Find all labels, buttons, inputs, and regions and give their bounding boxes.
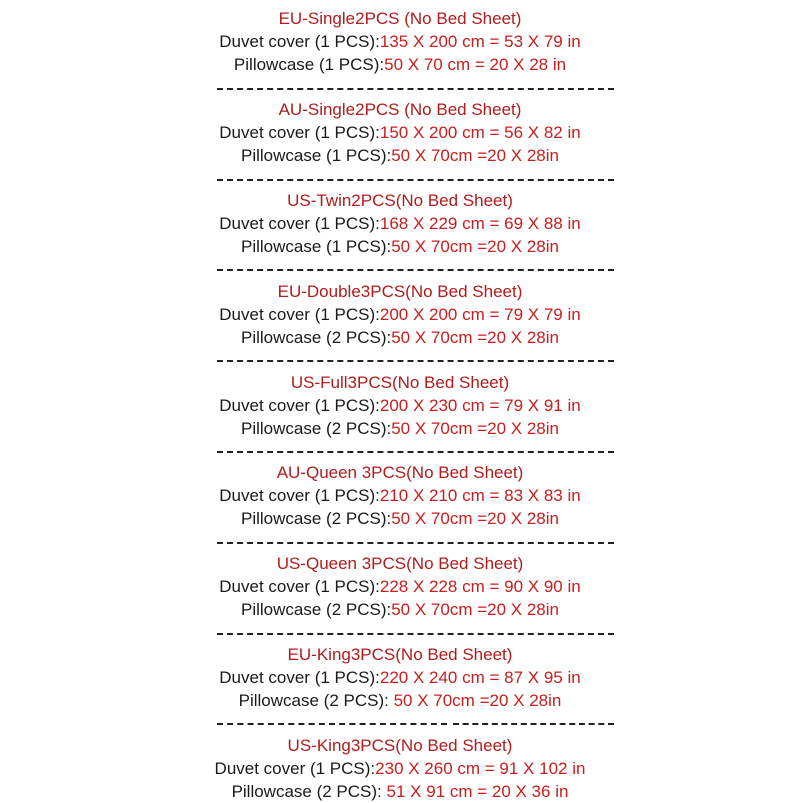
duvet-cover-label: Duvet cover (1 PCS): xyxy=(219,305,380,324)
pillowcase-size: 50 X 70cm =20 X 28in xyxy=(391,600,559,619)
duvet-cover-size: 150 X 200 cm = 56 X 82 in xyxy=(379,123,581,142)
pillowcase-line xyxy=(0,598,800,621)
pillowcase-line xyxy=(0,144,800,167)
pillowcase-label: Pillowcase (2 PCS): xyxy=(241,600,392,619)
duvet-cover-size: 135 X 200 cm = 53 X 79 in xyxy=(379,32,581,51)
size-title: AU-Single2PCS (No Bed Sheet) xyxy=(278,100,522,119)
duvet-cover-size: 228 X 228 cm = 90 X 90 in xyxy=(379,577,581,596)
size-title: US-King3PCS(No Bed Sheet) xyxy=(287,736,513,755)
duvet-cover-line xyxy=(0,575,800,598)
size-title: EU-Double3PCS(No Bed Sheet) xyxy=(277,282,523,301)
pillowcase-size: 50 X 70 cm = 20 X 28 in xyxy=(384,55,567,74)
duvet-cover-line xyxy=(0,121,800,144)
pillowcase-size: 50 X 70cm =20 X 28in xyxy=(391,328,559,347)
pillowcase-line xyxy=(0,326,800,349)
dashed-divider xyxy=(217,451,614,453)
pillowcase-label: Pillowcase (1 PCS): xyxy=(241,237,392,256)
pillowcase-label: Pillowcase (1 PCS): xyxy=(241,146,392,165)
pillowcase-line xyxy=(0,507,800,530)
duvet-cover-label: Duvet cover (1 PCS): xyxy=(219,577,380,596)
duvet-cover-label: Duvet cover (1 PCS): xyxy=(219,396,380,415)
duvet-cover-label: Duvet cover (1 PCS): xyxy=(219,214,380,233)
dashed-divider xyxy=(217,360,614,362)
pillowcase-line xyxy=(0,53,800,76)
duvet-cover-label: Duvet cover (1 PCS): xyxy=(219,668,380,687)
duvet-cover-line xyxy=(0,757,800,780)
dashed-divider xyxy=(217,633,614,635)
dashed-divider xyxy=(217,88,614,90)
duvet-cover-label: Duvet cover (1 PCS): xyxy=(219,32,380,51)
duvet-cover-label: Duvet cover (1 PCS): xyxy=(219,486,380,505)
pillowcase-size: 50 X 70cm =20 X 28in xyxy=(391,509,559,528)
pillowcase-label: Pillowcase (2 PCS): xyxy=(241,509,392,528)
size-title: US-Full3PCS(No Bed Sheet) xyxy=(290,373,510,392)
pillowcase-size: 50 X 70cm =20 X 28in xyxy=(391,237,559,256)
size-block-us-queen xyxy=(0,552,800,621)
duvet-cover-size: 220 X 240 cm = 87 X 95 in xyxy=(379,668,581,687)
duvet-cover-line xyxy=(0,212,800,235)
duvet-cover-size: 210 X 210 cm = 83 X 83 in xyxy=(379,486,581,505)
duvet-cover-size: 200 X 230 cm = 79 X 91 in xyxy=(379,396,581,415)
size-block-au-single xyxy=(0,98,800,167)
pillowcase-label: Pillowcase (2 PCS): xyxy=(241,419,392,438)
dashed-divider xyxy=(217,179,614,181)
pillowcase-line xyxy=(0,235,800,258)
duvet-cover-label: Duvet cover (1 PCS): xyxy=(219,123,380,142)
duvet-cover-size: 168 X 229 cm = 69 X 88 in xyxy=(379,214,581,233)
size-block-eu-double xyxy=(0,280,800,349)
pillowcase-size: 50 X 70cm =20 X 28in xyxy=(391,419,559,438)
size-title: EU-Single2PCS (No Bed Sheet) xyxy=(278,9,522,28)
size-block-au-queen xyxy=(0,461,800,530)
size-title: US-Twin2PCS(No Bed Sheet) xyxy=(287,191,513,210)
dashed-divider xyxy=(217,542,614,544)
pillowcase-line xyxy=(0,417,800,440)
dashed-divider xyxy=(217,269,614,271)
duvet-cover-line xyxy=(0,484,800,507)
size-title: AU-Queen 3PCS(No Bed Sheet) xyxy=(276,463,524,482)
size-block-us-twin xyxy=(0,189,800,258)
pillowcase-label: Pillowcase (2 PCS): xyxy=(241,328,392,347)
duvet-cover-label: Duvet cover (1 PCS): xyxy=(214,759,376,778)
dashed-divider-left-segment xyxy=(217,723,447,725)
pillowcase-label: Pillowcase (1 PCS): xyxy=(233,55,385,74)
size-block-eu-king xyxy=(0,643,800,712)
size-block-eu-single xyxy=(0,7,800,76)
size-title: US-Queen 3PCS(No Bed Sheet) xyxy=(276,554,524,573)
pillowcase-label: Pillowcase (2 PCS): xyxy=(231,782,382,801)
duvet-cover-size: 230 X 260 cm = 91 X 102 in xyxy=(375,759,586,778)
duvet-cover-line xyxy=(0,303,800,326)
pillowcase-size: 51 X 91 cm = 20 X 36 in xyxy=(381,782,569,801)
size-block-us-king xyxy=(0,734,800,803)
size-title: EU-King3PCS(No Bed Sheet) xyxy=(287,645,513,664)
duvet-cover-line xyxy=(0,394,800,417)
dashed-divider-right-segment xyxy=(453,723,614,725)
duvet-cover-line xyxy=(0,666,800,689)
pillowcase-label: Pillowcase (2 PCS): xyxy=(238,691,389,710)
duvet-cover-line xyxy=(0,30,800,53)
pillowcase-size: 50 X 70cm =20 X 28in xyxy=(391,146,559,165)
size-block-us-full xyxy=(0,371,800,440)
pillowcase-line xyxy=(0,689,800,712)
duvet-cover-size: 200 X 200 cm = 79 X 79 in xyxy=(379,305,581,324)
pillowcase-size: 50 X 70cm =20 X 28in xyxy=(388,691,562,710)
